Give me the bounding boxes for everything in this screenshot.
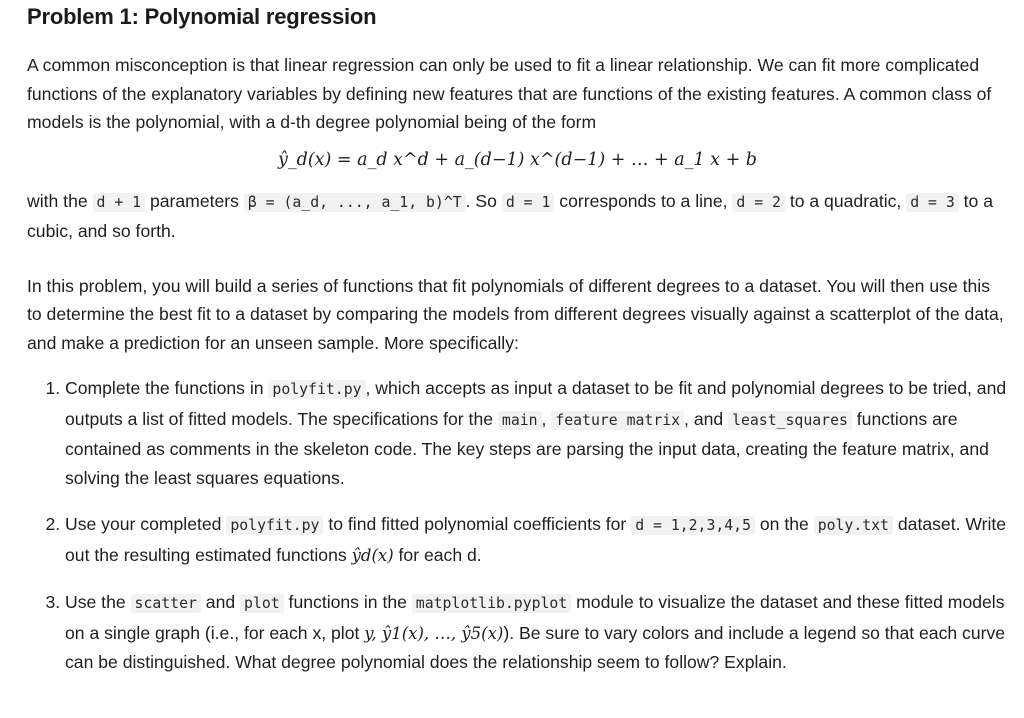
inline-math: y, ŷ1(x), …, ŷ5(x) — [364, 623, 504, 643]
inline-code: d = 1,2,3,4,5 — [631, 516, 755, 535]
inline-code: poly.txt — [814, 516, 893, 535]
inline-code: d = 3 — [906, 193, 959, 212]
inline-code: d = 1 — [502, 193, 555, 212]
inline-code: plot — [240, 594, 284, 613]
inline-code: β = (a_d, ..., a_1, b)^T — [244, 193, 466, 212]
polynomial-formula: ŷ_d(x) = a_d x^d + a_(d−1) x^(d−1) + … + a_1 x + b — [277, 149, 758, 170]
inline-code: d = 2 — [732, 193, 785, 212]
task-text: functions are contained as comments in the skeleton code. The key steps are parsing the input data, creating the feature matrix, and solving the least squares equations. — [65, 408, 989, 488]
inline-code: scatter — [131, 594, 201, 613]
task-text: functions in the — [283, 592, 412, 612]
params-text: . So — [465, 190, 502, 211]
task-text: , which accepts as input a dataset to be fit and polynomial degrees to be tried, and outputs a list of fitted models. The specifications for the — [65, 378, 1007, 429]
task-text: for each d. — [393, 544, 482, 565]
params-text: corresponds to a line, — [554, 190, 733, 211]
task-list — [27, 374, 1008, 677]
inline-code: polyfit.py — [268, 380, 365, 399]
inline-code: feature matrix — [551, 411, 684, 430]
params-text: to a quadratic, — [784, 190, 907, 211]
task-item-1 — [65, 374, 1008, 492]
inline-code: main — [498, 411, 542, 430]
task-text: Complete the functions in — [65, 378, 269, 398]
task-text: to find fitted polynomial coefficients for — [323, 514, 632, 534]
inline-code: polyfit.py — [226, 516, 323, 535]
params-text: parameters — [145, 190, 244, 211]
params-text: to a cubic, and so forth. — [27, 190, 993, 241]
task-text: module to visualize the dataset and these fitted models on a single graph (i.e., for each x, plot — [65, 592, 1005, 643]
task-text: Use the — [65, 592, 131, 612]
inline-math: ŷd(x) — [351, 545, 394, 565]
task-item-2 — [65, 510, 1008, 570]
parameters-paragraph — [27, 187, 1008, 246]
task-text: ). Be sure to vary colors and include a legend so that each curve can be distinguished. What degree polynomial does the relationship seem to follow? Explain. — [65, 622, 1006, 672]
inline-code: least_squares — [728, 411, 852, 430]
task-text: and — [200, 592, 241, 612]
task-text: , — [541, 408, 552, 429]
problem-title: Problem 1: Polynomial regression — [27, 4, 377, 29]
params-text: with the — [27, 190, 93, 211]
inline-code: d + 1 — [93, 193, 146, 212]
task-text: , and — [684, 408, 729, 429]
description-paragraph: In this problem, you will build a series of functions that fit polynomials of different degrees to a dataset. You will then use this to determine the best fit to a dataset by comparing the models from different degrees visually against a scatterplot of the data, and make a prediction for an unseen sample. More specifically: — [27, 275, 1004, 353]
inline-code: matplotlib.pyplot — [412, 594, 571, 613]
task-text: Use your completed — [65, 514, 227, 534]
task-text: on the — [755, 514, 814, 534]
task-item-3 — [65, 588, 1008, 677]
intro-paragraph: A common misconception is that linear regression can only be used to fit a linear relationship. We can fit more complicated functions of the explanatory variables by defining new features that are functions of the existing features. A common class of models is the polynomial, with a d-th degree polynomial being of the form — [27, 55, 992, 132]
task-text: dataset. Write out the resulting estimated functions — [65, 514, 1007, 565]
